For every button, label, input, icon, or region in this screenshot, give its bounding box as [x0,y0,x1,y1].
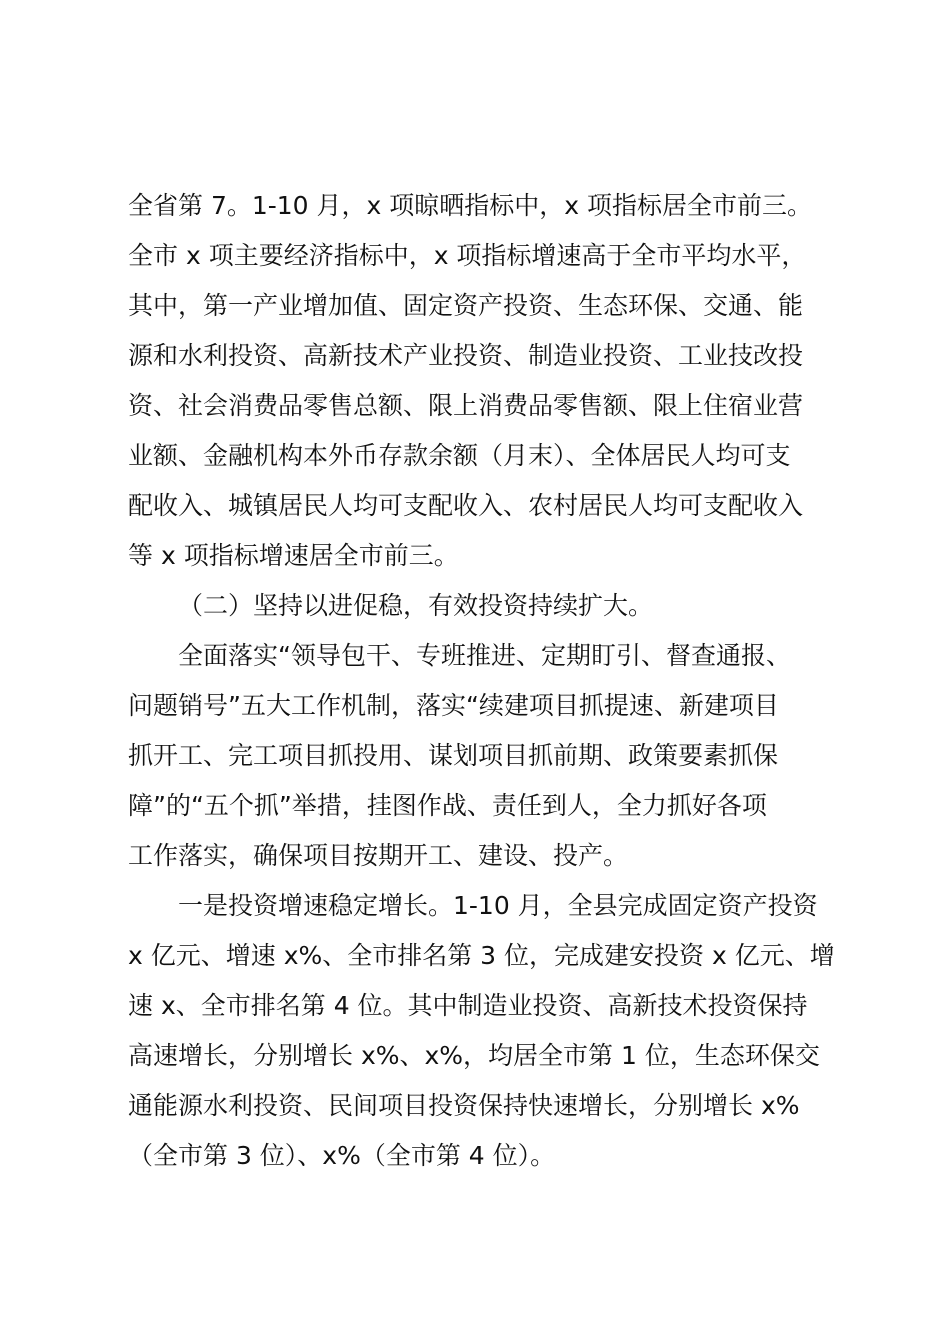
text-line-6: 业额、金融机构本外币存款余额（月末）、全体居民人均可支 [128,441,791,470]
text-line-19: 通能源水利投资、民间项目投资保持快速增长，分别增长 x% [128,1091,800,1120]
text-line-15: 一是投资增速稳定增长。1-10 月，全县完成固定资产投资 [178,891,818,920]
text-line-3: 其中，第一产业增加值、固定资产投资、生态环保、交通、能 [128,291,804,320]
text-line-11: 问题销号”五大工作机制，落实“续建项目抓提速、新建项目 [128,691,779,720]
text-line-20: （全市第 3 位）、x%（全市第 4 位）。 [128,1141,556,1170]
text-line-14: 工作落实，确保项目按期开工、建设、投产。 [128,841,629,870]
text-line-4: 源和水利投资、高新技术产业投资、制造业投资、工业技改投 [128,341,804,370]
text-line-2: 全市 x 项主要经济指标中，x 项指标增速高于全市平均水平， [128,241,807,270]
text-line-1: 全省第 7。1-10 月，x 项晾晒指标中，x 项指标居全市前三。 [128,191,813,220]
section-heading: （二）坚持以进促稳，有效投资持续扩大。 [178,591,654,620]
text-line-7: 配收入、城镇居民人均可支配收入、农村居民人均可支配收入 [128,491,804,520]
text-line-8: 等 x 项指标增速居全市前三。 [128,541,459,570]
text-line-12: 抓开工、完工项目抓投用、谋划项目抓前期、政策要素抓保 [128,741,779,770]
text-line-10: 全面落实“领导包干、专班推进、定期盯引、督查通报、 [178,641,791,670]
text-line-18: 高速增长，分别增长 x%、x%，均居全市第 1 位，生态环保交 [128,1041,820,1070]
text-line-5: 资、社会消费品零售总额、限上消费品零售额、限上住宿业营 [128,391,804,420]
text-line-16: x 亿元、增速 x%、全市排名第 3 位，完成建安投资 x 亿元、增 [128,941,835,970]
text-line-17: 速 x、全市排名第 4 位。其中制造业投资、高新技术投资保持 [128,991,808,1020]
text-line-13: 障”的“五个抓”举措，挂图作战、责任到人，全力抓好各项 [128,791,767,820]
